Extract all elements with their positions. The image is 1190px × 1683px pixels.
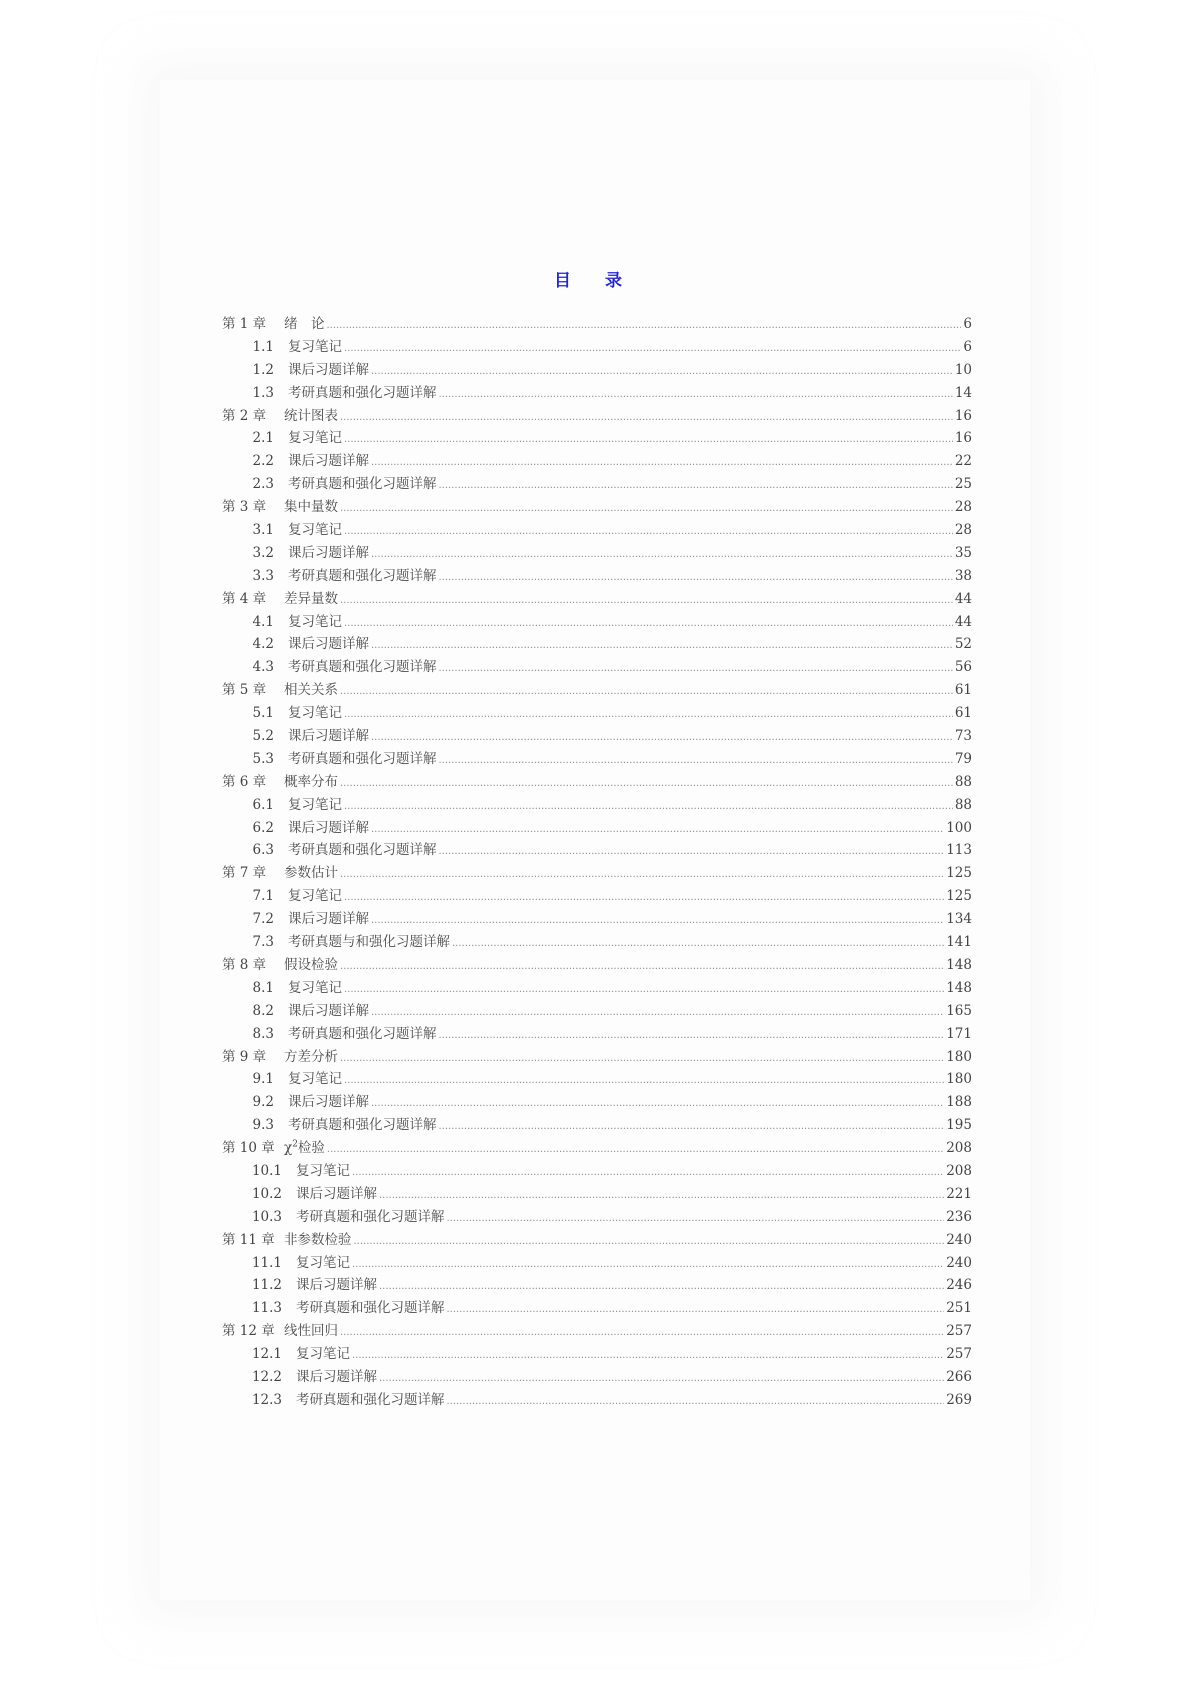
section-title: 考研真题和强化习题详解 [288,567,437,584]
leader-dots [344,429,953,452]
section-title: 课后习题详解 [288,544,369,561]
toc-title: 目 录 [554,271,636,291]
section-number: 7.3 [252,934,274,951]
leader-dots [340,498,953,521]
chapter-title-text: 概率分布 [284,773,338,790]
section-title: 复习笔记 [288,888,342,905]
page-number: 208 [946,1140,972,1157]
leader-dots [447,1208,945,1231]
leader-dots [371,1093,944,1116]
section-number: 5.2 [252,728,274,745]
toc-chapter-entry[interactable] [222,313,972,336]
toc-section-entry[interactable] [222,1252,972,1275]
section-number: 10.2 [251,1185,282,1202]
leader-dots [327,1139,944,1162]
section-title: 考研真题和强化习题详解 [296,1208,445,1225]
chapter-number: 第 9 章 [222,1048,267,1065]
section-title: 复习笔记 [296,1162,350,1179]
toc-chapter-entry[interactable] [222,1137,972,1160]
leader-dots [352,1345,944,1368]
section-number: 6.1 [252,796,274,813]
page-number: 22 [954,453,972,470]
section-title: 复习笔记 [288,613,342,630]
page-number: 10 [954,361,972,378]
page-number: 257 [946,1346,972,1363]
leader-dots [344,338,961,361]
section-number: 5.3 [252,750,274,767]
page-number: 44 [954,590,972,607]
chapter-title [284,1137,325,1160]
section-number: 11.1 [251,1254,282,1271]
page-number: 25 [954,476,972,493]
toc-section-entry[interactable] [222,542,972,565]
section-number: 12.1 [251,1346,282,1363]
toc-section-entry[interactable] [222,931,972,954]
page-number: 6 [963,316,972,332]
table-of-contents [222,313,972,1412]
toc-section-entry[interactable] [222,702,972,725]
page-number: 28 [954,499,972,516]
toc-section-entry[interactable] [222,817,972,840]
toc-section-entry[interactable] [222,565,972,588]
section-number: 10.1 [251,1162,282,1179]
chapter-title [284,862,338,885]
chapter-title [284,679,338,702]
chapter-number: 第 12 章 [222,1323,275,1340]
section-title: 复习笔记 [288,705,342,722]
chapter-title [284,1046,338,1069]
leader-dots [439,658,953,681]
leader-dots [447,1299,945,1322]
page-number: 44 [954,613,972,630]
leader-dots [344,1070,944,1093]
chapter-title [284,1320,338,1343]
page-number: 188 [946,1094,972,1111]
leader-dots [340,681,953,704]
page-number: 38 [954,567,972,584]
section-title: 课后习题详解 [288,361,369,378]
toc-chapter-entry[interactable] [222,588,972,611]
page-number: 88 [954,796,972,813]
toc-section-entry[interactable] [222,908,972,931]
chapter-number: 第 2 章 [222,407,267,424]
leader-dots [344,521,953,544]
toc-section-entry[interactable] [222,1114,972,1137]
page-number: 61 [954,705,972,722]
page-number: 100 [946,819,972,836]
section-title: 课后习题详解 [288,911,369,928]
leader-dots [371,1002,944,1025]
section-number: 3.2 [252,544,274,561]
chapter-title [284,954,338,977]
page-number: 16 [954,430,972,447]
page-number: 251 [946,1300,972,1317]
leader-dots [344,613,953,636]
leader-dots [371,452,953,475]
toc-chapter-entry[interactable] [222,496,972,519]
chapter-title-text: 非参数检验 [284,1231,352,1248]
leader-dots [439,384,953,407]
section-title: 课后习题详解 [296,1277,377,1294]
toc-section-entry[interactable] [222,794,972,817]
leader-dots [439,1116,945,1139]
toc-section-entry[interactable] [222,1068,972,1091]
chapter-title-text: 差异量数 [284,590,338,607]
toc-section-entry[interactable] [222,1343,972,1366]
chapter-title-suffix: 检验 [297,1140,325,1157]
toc-chapter-entry[interactable] [222,405,972,428]
section-number: 9.3 [252,1117,274,1134]
leader-dots [344,979,944,1002]
section-title: 考研真题与和强化习题详解 [288,934,450,951]
toc-section-entry[interactable] [222,1000,972,1023]
section-number: 2.1 [252,430,274,447]
toc-chapter-entry[interactable] [222,679,972,702]
leader-dots [447,1391,945,1414]
chapter-title-text: 相关关系 [284,682,338,699]
toc-section-entry[interactable] [222,1091,972,1114]
section-title: 考研真题和强化习题详解 [296,1300,445,1317]
leader-dots [340,407,953,430]
section-title: 课后习题详解 [296,1185,377,1202]
toc-section-entry[interactable] [222,450,972,473]
toc-section-entry[interactable] [222,1023,972,1046]
chapter-title-superscript: 2 [292,1139,298,1150]
section-number: 11.2 [251,1277,282,1294]
chapter-title-text: 方差分析 [284,1048,338,1065]
chapter-title [284,496,338,519]
chapter-title [284,405,338,428]
chapter-title [284,1229,352,1252]
leader-dots [452,933,944,956]
page-number: 28 [954,522,972,539]
leader-dots [439,1025,945,1048]
section-title: 课后习题详解 [288,636,369,653]
section-number: 8.3 [252,1025,274,1042]
section-title: 课后习题详解 [288,453,369,470]
section-number: 3.1 [252,522,274,539]
chapter-number: 第 10 章 [222,1140,275,1157]
section-title: 课后习题详解 [288,728,369,745]
chapter-number: 第 4 章 [222,590,267,607]
chapter-title-text: 假设检验 [284,956,338,973]
section-title: 复习笔记 [288,430,342,447]
chapter-title [284,771,338,794]
chapter-number: 第 6 章 [222,773,267,790]
leader-dots [352,1254,944,1277]
section-number: 12.2 [251,1368,282,1385]
page-number: 88 [954,773,972,790]
page-number: 208 [946,1162,972,1179]
toc-section-entry[interactable] [222,359,972,382]
toc-section-entry[interactable] [222,611,972,634]
toc-section-entry[interactable] [222,336,972,359]
page-number: 16 [954,407,972,424]
page-number: 61 [954,682,972,699]
chapter-number: 第 1 章 [222,316,267,332]
section-number: 7.1 [252,888,274,905]
leader-dots [340,1048,944,1071]
toc-section-entry[interactable] [222,1206,972,1229]
page-number: 56 [954,659,972,676]
chapter-title [284,588,338,611]
page-number: 134 [946,911,972,928]
chapter-number: 第 5 章 [222,682,267,699]
section-number: 8.2 [252,1002,274,1019]
toc-chapter-entry[interactable] [222,862,972,885]
leader-dots [340,773,953,796]
leader-dots [340,956,944,979]
section-title: 复习笔记 [288,979,342,996]
section-title: 考研真题和强化习题详解 [288,476,437,493]
section-number: 6.2 [252,819,274,836]
leader-dots [439,841,945,864]
leader-dots [439,567,953,590]
section-title: 复习笔记 [296,1346,350,1363]
page-number: 246 [946,1277,972,1294]
section-title: 考研真题和强化习题详解 [288,842,437,859]
toc-section-entry[interactable] [222,382,972,405]
toc-section-entry[interactable] [222,1297,972,1320]
section-number: 9.1 [252,1071,274,1088]
leader-dots [379,1185,944,1208]
section-number: 1.2 [252,361,274,378]
page-number: 195 [946,1117,972,1134]
leader-dots [340,1322,944,1345]
leader-dots [340,864,944,887]
page-number: 148 [946,956,972,973]
toc-section-entry[interactable] [222,1183,972,1206]
chapter-number: 第 11 章 [222,1231,275,1248]
chapter-title [284,313,325,336]
section-title: 考研真题和强化习题详解 [288,1025,437,1042]
page-number: 257 [946,1323,972,1340]
section-number: 10.3 [251,1208,282,1225]
leader-dots [379,1276,944,1299]
toc-chapter-entry[interactable] [222,1320,972,1343]
leader-dots [354,1231,945,1254]
section-title: 考研真题和强化习题详解 [288,384,437,401]
chapter-title-text: 统计图表 [284,407,338,424]
page-number: 14 [954,384,972,401]
chapter-title-text: 绪 论 [284,316,325,332]
chapter-title-text: 集中量数 [284,499,338,516]
toc-section-entry[interactable] [222,633,972,656]
page-number: 6 [963,338,972,355]
leader-dots [352,1162,944,1185]
toc-section-entry[interactable] [222,519,972,542]
leader-dots [371,361,953,384]
section-title: 复习笔记 [288,1071,342,1088]
toc-section-entry[interactable] [222,1366,972,1389]
leader-dots [344,704,953,727]
section-number: 9.2 [252,1094,274,1111]
leader-dots [344,887,944,910]
section-number: 2.2 [252,453,274,470]
toc-section-entry[interactable] [222,977,972,1000]
page-number: 73 [954,728,972,745]
toc-chapter-entry[interactable] [222,1046,972,1069]
section-number: 4.1 [252,613,274,630]
section-number: 3.3 [252,567,274,584]
section-number: 6.3 [252,842,274,859]
page-number: 52 [954,636,972,653]
page-number: 125 [946,865,972,882]
chapter-title-text: χ [284,1140,293,1157]
page-number: 148 [946,979,972,996]
page-number: 221 [946,1185,972,1202]
page-number: 113 [946,842,972,859]
page-number: 240 [946,1254,972,1271]
page-number: 240 [946,1231,972,1248]
page-number: 171 [946,1025,972,1042]
section-number: 2.3 [252,476,274,493]
chapter-number: 第 7 章 [222,865,267,882]
section-title: 复习笔记 [288,338,342,355]
section-title: 考研真题和强化习题详解 [288,750,437,767]
page-number: 79 [954,750,972,767]
section-title: 考研真题和强化习题详解 [288,1117,437,1134]
leader-dots [371,819,944,842]
toc-chapter-entry[interactable] [222,1229,972,1252]
leader-dots [344,796,953,819]
section-title: 复习笔记 [288,522,342,539]
page-number: 269 [946,1391,972,1408]
toc-section-entry[interactable] [222,725,972,748]
leader-dots [371,727,953,750]
page-number: 180 [946,1048,972,1065]
section-title: 复习笔记 [288,796,342,813]
page-number: 180 [946,1071,972,1088]
section-number: 5.1 [252,705,274,722]
page-number: 236 [946,1208,972,1225]
toc-section-entry[interactable] [222,1274,972,1297]
leader-dots [327,315,962,338]
chapter-title-text: 参数估计 [284,865,338,882]
toc-chapter-entry[interactable] [222,954,972,977]
page-number: 266 [946,1368,972,1385]
section-number: 4.2 [252,636,274,653]
chapter-number: 第 8 章 [222,956,267,973]
toc-section-entry[interactable] [222,427,972,450]
leader-dots [371,910,944,933]
section-number: 8.1 [252,979,274,996]
chapter-title-text: 线性回归 [284,1323,338,1340]
section-number: 12.3 [251,1391,282,1408]
toc-section-entry[interactable] [222,656,972,679]
chapter-number: 第 3 章 [222,499,267,516]
toc-section-entry[interactable] [222,1389,972,1412]
toc-section-entry[interactable] [222,885,972,908]
page-number: 35 [954,544,972,561]
leader-dots [340,590,953,613]
section-title: 课后习题详解 [288,819,369,836]
leader-dots [371,544,953,567]
page-number: 125 [946,888,972,905]
toc-section-entry[interactable] [222,473,972,496]
section-number: 1.1 [252,338,274,355]
toc-section-entry[interactable] [222,839,972,862]
section-title: 复习笔记 [296,1254,350,1271]
section-number: 4.3 [252,659,274,676]
section-title: 考研真题和强化习题详解 [296,1391,445,1408]
section-number: 7.2 [252,911,274,928]
leader-dots [379,1368,944,1391]
leader-dots [371,635,953,658]
section-title: 考研真题和强化习题详解 [288,659,437,676]
section-number: 1.3 [252,384,274,401]
section-title: 课后习题详解 [296,1368,377,1385]
section-title: 课后习题详解 [288,1002,369,1019]
section-title: 课后习题详解 [288,1094,369,1111]
leader-dots [439,475,953,498]
leader-dots [439,750,953,773]
toc-section-entry[interactable] [222,1160,972,1183]
toc-chapter-entry[interactable] [222,771,972,794]
toc-section-entry[interactable] [222,748,972,771]
section-number: 11.3 [251,1300,282,1317]
page-number: 165 [946,1002,972,1019]
page-number: 141 [946,934,972,951]
